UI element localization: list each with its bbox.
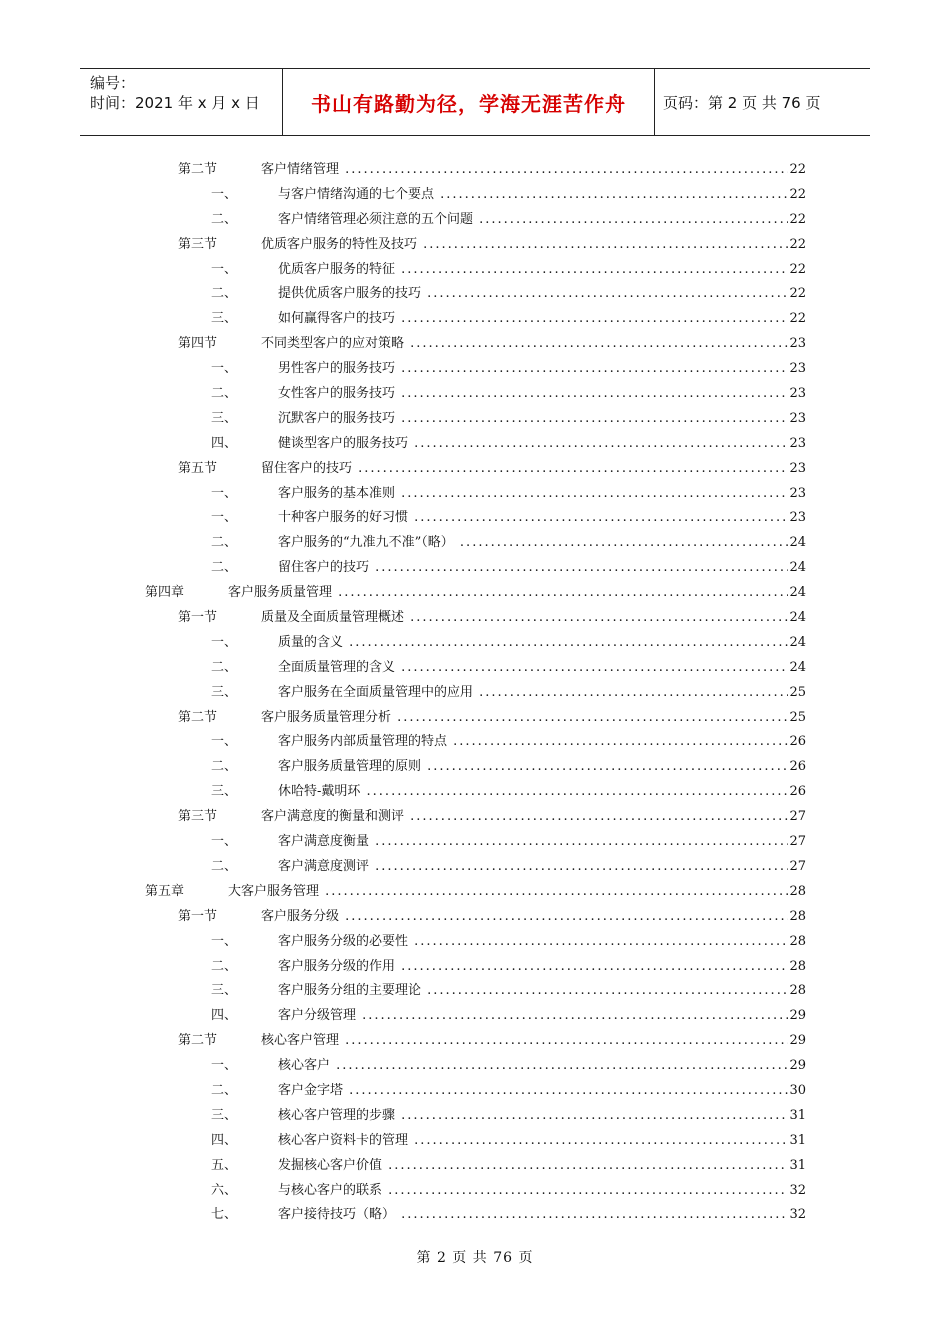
toc-entry[interactable] [0, 855, 950, 880]
toc-entry-page: 28 [789, 908, 806, 924]
toc-entry-number: 一、 [211, 361, 238, 377]
toc-entry[interactable] [0, 382, 950, 407]
toc-entry-number: 六、 [211, 1182, 238, 1198]
toc-entry-number: 第五节 [178, 460, 218, 476]
toc-entry-number: 二、 [211, 560, 238, 576]
toc-entry-title: 客户接待技巧（略） ..... [278, 1203, 788, 1228]
toc-entry-title: 核心客户管理的步骤 ..... [278, 1104, 788, 1129]
toc-entry[interactable] [0, 457, 950, 482]
table-of-contents [0, 158, 950, 1228]
toc-entry[interactable] [0, 905, 950, 930]
toc-entry-title: 不同类型客户的应对策略 ..... [261, 332, 788, 357]
toc-entry-page: 22 [789, 261, 806, 277]
toc-entry[interactable] [0, 1179, 950, 1204]
toc-entry-page: 31 [789, 1132, 806, 1148]
toc-entry-page: 27 [789, 834, 806, 850]
toc-entry-page: 28 [789, 983, 806, 999]
toc-entry-title: 十种客户服务的好习惯 ..... [278, 506, 788, 531]
toc-entry[interactable] [0, 606, 950, 631]
toc-entry-page: 22 [789, 162, 806, 177]
header-page-info: 页码：第 2 页 共 76 页 [663, 93, 821, 112]
toc-entry-number: 第四节 [178, 336, 218, 352]
toc-entry-title: 休哈特-戴明环 ..... [278, 780, 788, 805]
toc-entry-number: 二、 [211, 286, 238, 302]
toc-entry[interactable] [0, 1203, 950, 1228]
toc-entry[interactable] [0, 1004, 950, 1029]
toc-entry-title: 客户服务分级 ..... [261, 905, 788, 930]
toc-entry-number: 第五章 [145, 883, 185, 899]
toc-entry-title: 客户服务的“九准九不准”（略） ..... [278, 531, 788, 556]
page-header [80, 68, 870, 136]
toc-entry-number: 一、 [211, 1058, 238, 1074]
toc-entry-title: 客户金字塔 ..... [278, 1079, 788, 1104]
toc-entry[interactable] [0, 1129, 950, 1154]
toc-entry-number: 四、 [211, 1008, 238, 1024]
toc-entry-number: 第一节 [178, 610, 218, 626]
toc-entry-title: 客户服务的基本准则 ..... [278, 482, 788, 507]
toc-entry-title: 客户服务质量管理的原则 ..... [278, 755, 788, 780]
toc-entry-page: 29 [789, 1033, 806, 1049]
toc-entry[interactable] [0, 482, 950, 507]
toc-entry-number: 二、 [211, 535, 238, 551]
toc-entry-page: 23 [789, 336, 806, 352]
toc-entry-title: 如何赢得客户的技巧 ..... [278, 307, 788, 332]
toc-entry[interactable] [0, 780, 950, 805]
toc-entry[interactable] [0, 1154, 950, 1179]
toc-entry-page: 22 [789, 186, 806, 202]
toc-entry[interactable] [0, 332, 950, 357]
toc-entry[interactable] [0, 930, 950, 955]
toc-entry-number: 第四章 [145, 585, 185, 601]
toc-entry-number: 二、 [211, 1082, 238, 1098]
toc-entry[interactable] [0, 357, 950, 382]
toc-entry[interactable] [0, 282, 950, 307]
toc-entry-number: 五、 [211, 1157, 238, 1173]
toc-entry-page: 23 [789, 386, 806, 402]
toc-entry-title: 客户情绪管理 ..... [261, 158, 788, 183]
toc-entry[interactable] [0, 1079, 950, 1104]
toc-entry-title: 客户情绪管理必须注意的五个问题 ..... [278, 208, 788, 233]
toc-entry-page: 23 [789, 460, 806, 476]
toc-entry[interactable] [0, 432, 950, 457]
toc-entry-page: 24 [789, 659, 806, 675]
toc-entry[interactable] [0, 407, 950, 432]
toc-entry-title: 大客户服务管理 ..... [228, 880, 788, 905]
toc-entry-title: 核心客户管理 ..... [261, 1029, 788, 1054]
toc-entry-page: 26 [789, 734, 806, 750]
toc-entry-title: 核心客户 ..... [278, 1054, 788, 1079]
toc-entry-number: 三、 [211, 410, 238, 426]
toc-entry-title: 与核心客户的联系 ..... [278, 1179, 788, 1204]
doc-code-label: 编号： [90, 74, 136, 92]
toc-entry[interactable] [0, 1054, 950, 1079]
toc-entry-number: 一、 [211, 485, 238, 501]
toc-entry-title: 优质客户服务的特征 ..... [278, 258, 788, 283]
toc-entry-number: 三、 [211, 784, 238, 800]
toc-entry[interactable] [0, 581, 950, 606]
toc-entry-number: 二、 [211, 759, 238, 775]
toc-entry-page: 32 [789, 1182, 806, 1198]
toc-entry-number: 第二节 [178, 1033, 218, 1049]
toc-entry-title: 客户满意度衡量 ..... [278, 830, 788, 855]
toc-entry[interactable] [0, 706, 950, 731]
toc-entry[interactable] [0, 656, 950, 681]
toc-entry-number: 二、 [211, 659, 238, 675]
toc-entry[interactable] [0, 730, 950, 755]
toc-entry[interactable] [0, 805, 950, 830]
header-motto-cell [283, 69, 655, 135]
toc-entry-title: 提供优质客户服务的技巧 ..... [278, 282, 788, 307]
toc-entry[interactable] [0, 307, 950, 332]
toc-entry-number: 第二节 [178, 162, 218, 177]
toc-entry-title: 客户服务内部质量管理的特点 ..... [278, 730, 788, 755]
toc-entry-page: 29 [789, 1058, 806, 1074]
toc-entry[interactable] [0, 830, 950, 855]
toc-entry-number: 三、 [211, 684, 238, 700]
toc-entry-number: 一、 [211, 834, 238, 850]
toc-entry-number: 第一节 [178, 908, 218, 924]
toc-entry-number: 一、 [211, 734, 238, 750]
toc-entry-page: 30 [789, 1082, 806, 1098]
toc-entry[interactable] [0, 955, 950, 980]
toc-entry-number: 一、 [211, 261, 238, 277]
toc-entry-title: 客户服务质量管理分析 ..... [261, 706, 788, 731]
toc-entry[interactable] [0, 880, 950, 905]
toc-entry-page: 23 [789, 361, 806, 377]
toc-entry-number: 七、 [211, 1207, 238, 1223]
toc-entry-page: 24 [789, 610, 806, 626]
toc-entry-page: 26 [789, 784, 806, 800]
toc-entry-number: 第二节 [178, 709, 218, 725]
toc-entry-title: 质量及全面质量管理概述 ..... [261, 606, 788, 631]
toc-entry[interactable] [0, 631, 950, 656]
toc-entry-number: 三、 [211, 311, 238, 327]
toc-entry-title: 客户服务分级的必要性 ..... [278, 930, 788, 955]
toc-entry-page: 22 [789, 311, 806, 327]
toc-entry-number: 二、 [211, 386, 238, 402]
toc-entry[interactable] [0, 258, 950, 283]
toc-entry-page: 22 [789, 211, 806, 227]
toc-entry-page: 24 [789, 634, 806, 650]
header-motto: 书山有路勤为径，学海无涯苦作舟 [311, 91, 626, 116]
page-footer: 第 2 页 共 76 页 [416, 1250, 534, 1266]
toc-entry-page: 24 [789, 585, 806, 601]
toc-entry-number: 一、 [211, 933, 238, 949]
toc-entry-page: 25 [789, 709, 806, 725]
toc-entry-title: 女性客户的服务技巧 ..... [278, 382, 788, 407]
toc-entry-page: 23 [789, 410, 806, 426]
toc-entry-title: 客户分级管理 ..... [278, 1004, 788, 1029]
toc-entry-number: 二、 [211, 958, 238, 974]
toc-entry-page: 28 [789, 958, 806, 974]
toc-entry-title: 沉默客户的服务技巧 ..... [278, 407, 788, 432]
toc-entry-title: 客户满意度的衡量和测评 ..... [261, 805, 788, 830]
toc-entry-page: 25 [789, 684, 806, 700]
toc-entry-page: 32 [789, 1207, 806, 1223]
toc-entry-title: 客户服务分级的作用 ..... [278, 955, 788, 980]
toc-entry-page: 28 [789, 933, 806, 949]
toc-entry-title: 客户满意度测评 ..... [278, 855, 788, 880]
toc-entry[interactable] [0, 556, 950, 581]
toc-entry[interactable] [0, 755, 950, 780]
toc-entry-number: 三、 [211, 983, 238, 999]
toc-entry-page: 27 [789, 809, 806, 825]
toc-entry-title: 客户服务在全面质量管理中的应用 ..... [278, 681, 788, 706]
toc-entry-page: 27 [789, 858, 806, 874]
toc-entry-title: 优质客户服务的特性及技巧 ..... [261, 233, 788, 258]
toc-entry-page: 23 [789, 485, 806, 501]
toc-entry-page: 31 [789, 1157, 806, 1173]
toc-entry-title: 发掘核心客户价值 ..... [278, 1154, 788, 1179]
toc-entry[interactable] [0, 208, 950, 233]
toc-entry-page: 29 [789, 1008, 806, 1024]
toc-entry-page: 24 [789, 560, 806, 576]
toc-entry-page: 23 [789, 435, 806, 451]
doc-time-label: 时间：2021 年 x 月 x 日 [90, 94, 260, 112]
toc-entry[interactable] [0, 233, 950, 258]
toc-entry-title: 留住客户的技巧 ..... [278, 556, 788, 581]
toc-entry-number: 一、 [211, 510, 238, 526]
toc-entry-number: 四、 [211, 1132, 238, 1148]
toc-entry-page: 28 [789, 883, 806, 899]
header-page-info-cell [655, 69, 870, 135]
toc-entry-page: 24 [789, 535, 806, 551]
toc-entry[interactable] [0, 1104, 950, 1129]
toc-entry[interactable] [0, 506, 950, 531]
header-meta [80, 69, 283, 135]
toc-entry-title: 质量的含义 ..... [278, 631, 788, 656]
toc-entry-title: 留住客户的技巧 ..... [261, 457, 788, 482]
toc-entry-title: 全面质量管理的含义 ..... [278, 656, 788, 681]
toc-entry-title: 男性客户的服务技巧 ..... [278, 357, 788, 382]
toc-entry-page: 26 [789, 759, 806, 775]
toc-entry-number: 三、 [211, 1107, 238, 1123]
toc-entry-page: 22 [789, 236, 806, 252]
toc-entry-title: 健谈型客户的服务技巧 ..... [278, 432, 788, 457]
toc-entry-title: 与客户情绪沟通的七个要点 ..... [278, 183, 788, 208]
toc-entry[interactable] [0, 183, 950, 208]
toc-entry-page: 22 [789, 286, 806, 302]
toc-entry[interactable] [0, 1029, 950, 1054]
toc-entry-number: 二、 [211, 211, 238, 227]
toc-entry-number: 二、 [211, 858, 238, 874]
toc-entry[interactable] [0, 531, 950, 556]
toc-entry-title: 核心客户资料卡的管理 ..... [278, 1129, 788, 1154]
toc-entry[interactable] [0, 158, 950, 183]
toc-entry-page: 31 [789, 1107, 806, 1123]
toc-entry-number: 第三节 [178, 236, 218, 252]
toc-entry-number: 第三节 [178, 809, 218, 825]
toc-entry-title: 客户服务质量管理 ..... [228, 581, 788, 606]
toc-entry-number: 一、 [211, 186, 238, 202]
toc-entry-page: 23 [789, 510, 806, 526]
toc-entry[interactable] [0, 979, 950, 1004]
toc-entry-number: 四、 [211, 435, 238, 451]
toc-entry[interactable] [0, 681, 950, 706]
toc-entry-number: 一、 [211, 634, 238, 650]
toc-entry-title: 客户服务分组的主要理论 ..... [278, 979, 788, 1004]
